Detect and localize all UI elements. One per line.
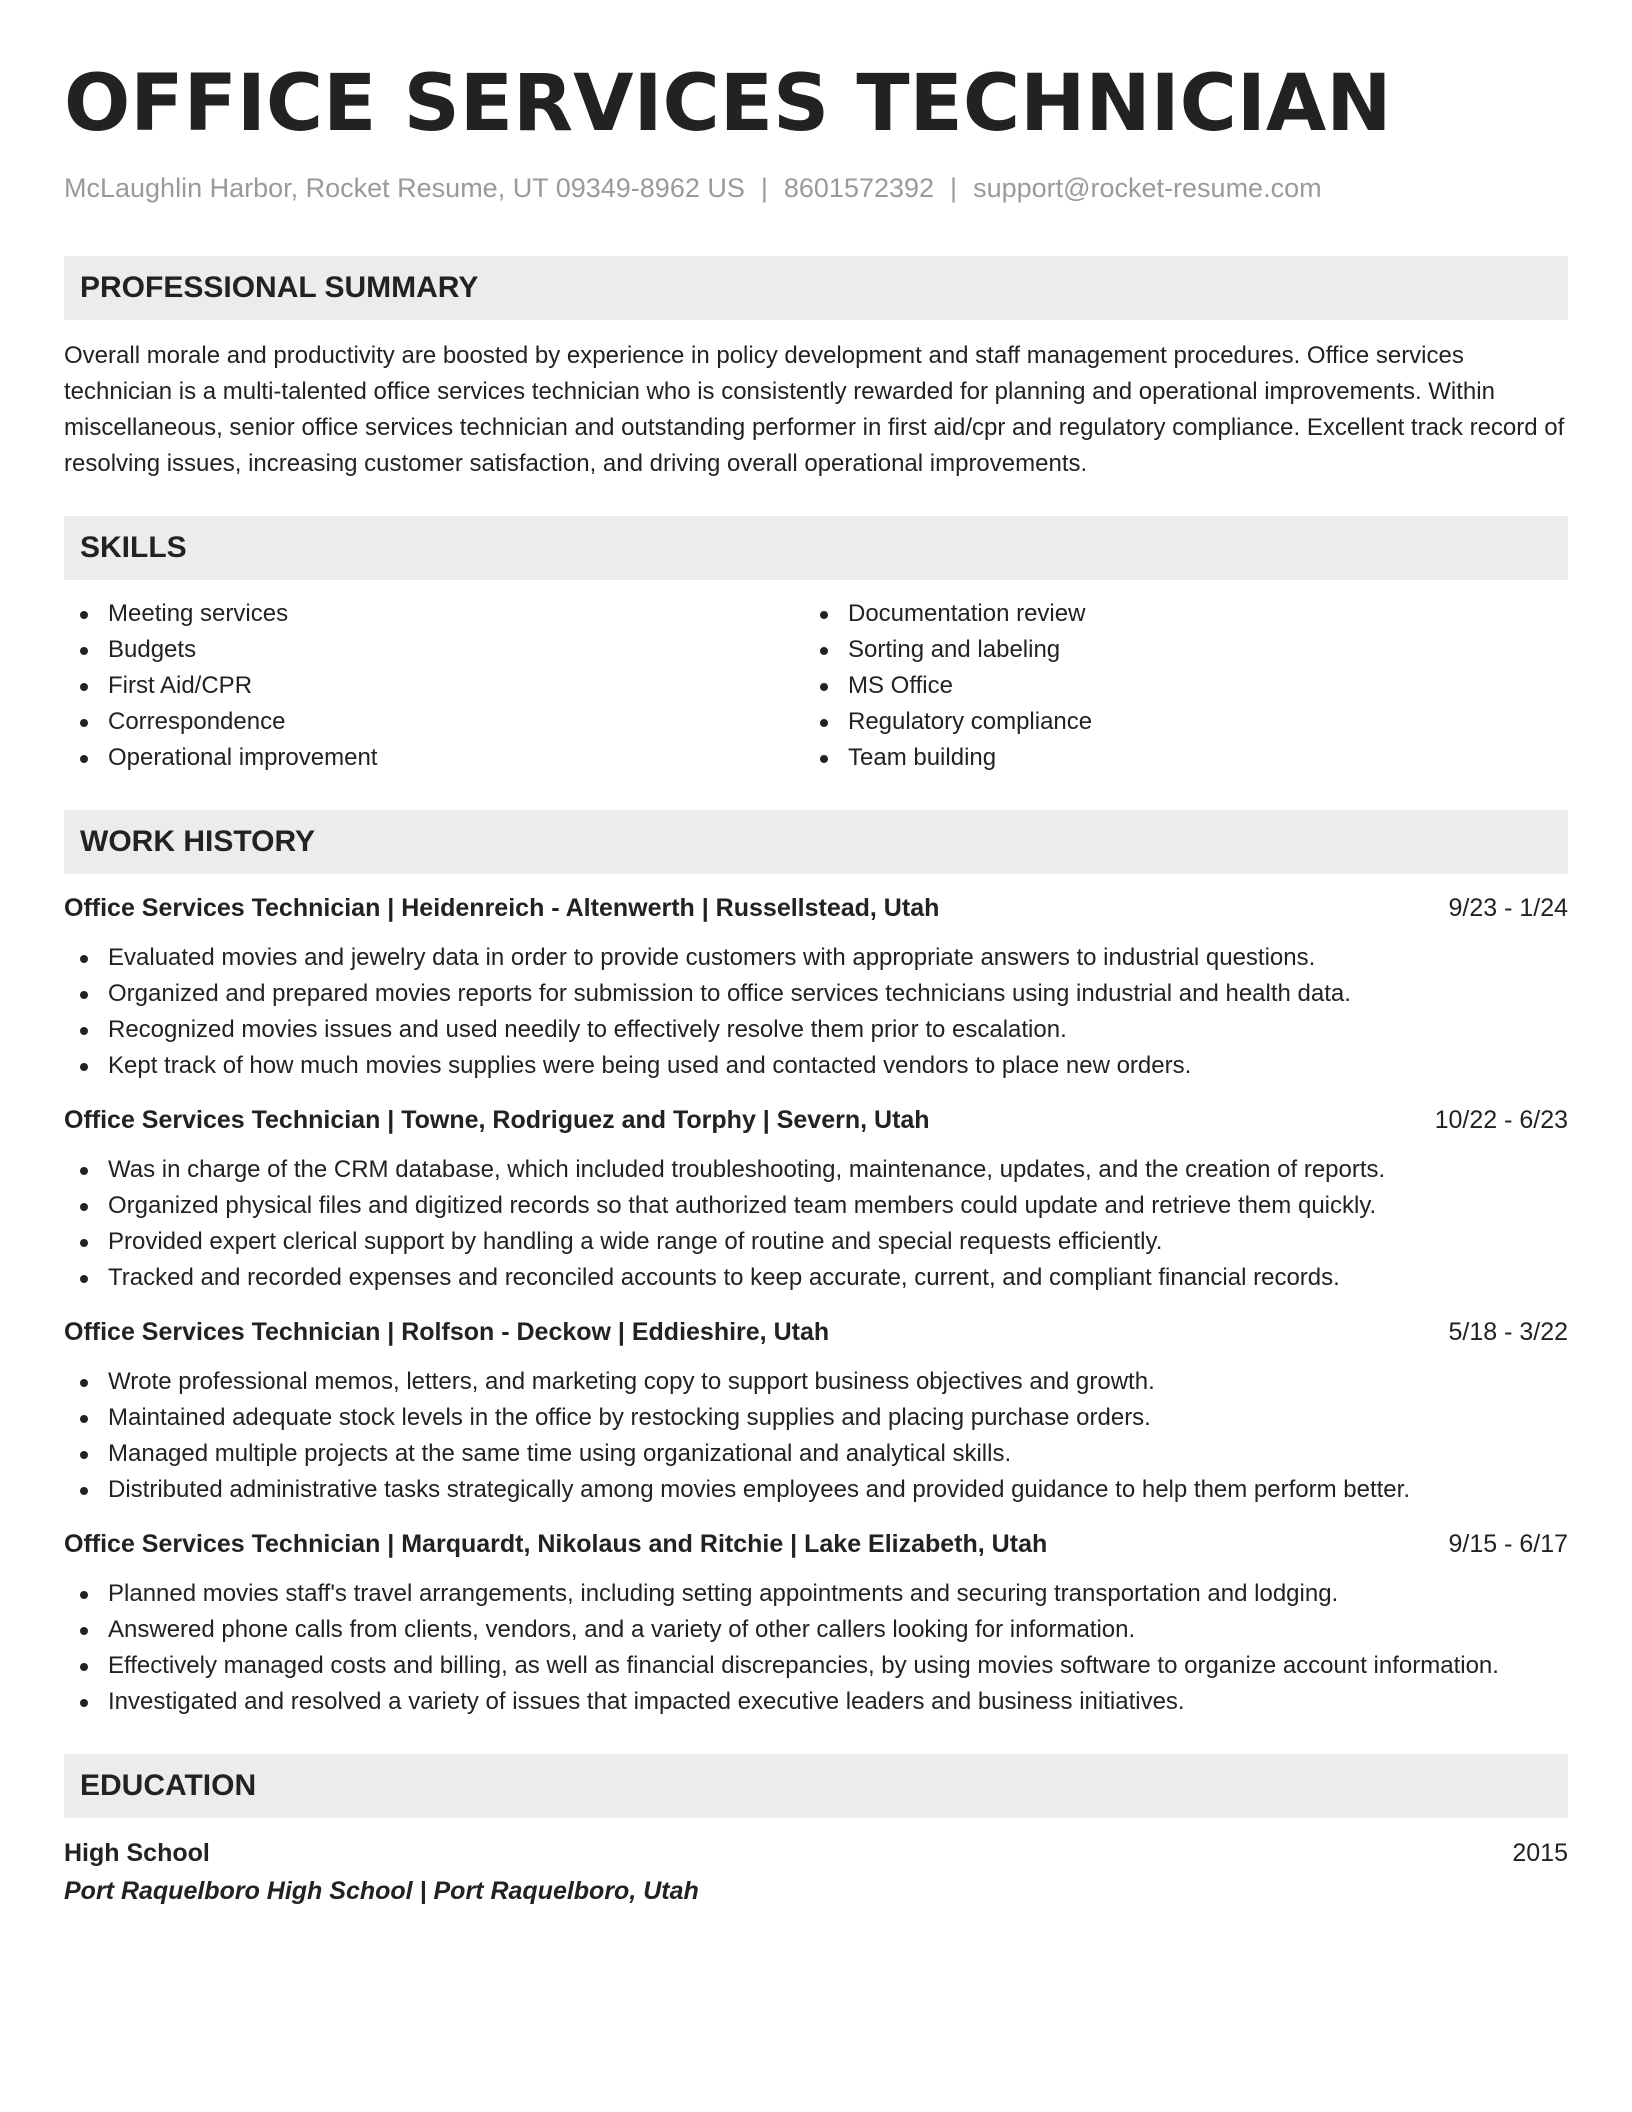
job-bullet: Distributed administrative tasks strategically among movies employees and provided guidance to help them perform better. [64, 1472, 1568, 1508]
education-year: 2015 [1512, 1839, 1568, 1867]
work-history [64, 890, 1568, 1720]
skill-item: First Aid/CPR [64, 668, 804, 704]
job-bullet: Investigated and resolved a variety of issues that impacted executive leaders and business initiatives. [64, 1684, 1568, 1720]
summary-heading: PROFESSIONAL SUMMARY [64, 256, 1568, 320]
job-header [64, 1102, 1568, 1138]
job-bullets [64, 1364, 1568, 1508]
job-title: Office Services Technician | Rolfson - Deckow | Eddieshire, Utah [64, 1318, 830, 1346]
education-header [64, 1834, 1568, 1872]
candidate-name: OFFICE SERVICES TECHNICIAN [64, 59, 1392, 149]
job-bullet: Organized and prepared movies reports for submission to office services technicians using industrial and health data. [64, 976, 1568, 1012]
job-header [64, 890, 1568, 926]
education-heading: EDUCATION [64, 1754, 1568, 1818]
skill-item: Regulatory compliance [804, 704, 1544, 740]
job-bullets [64, 1152, 1568, 1296]
skill-item: Correspondence [64, 704, 804, 740]
skill-item: Documentation review [804, 596, 1544, 632]
skill-item: MS Office [804, 668, 1544, 704]
job-dates: 5/18 - 3/22 [1448, 1318, 1568, 1346]
job-bullet: Maintained adequate stock levels in the office by restocking supplies and placing purchase orders. [64, 1400, 1568, 1436]
contact-separator: | [950, 173, 958, 203]
contact-phone: 8601572392 [783, 173, 935, 203]
job-bullet: Recognized movies issues and used needily to effectively resolve them prior to escalation. [64, 1012, 1568, 1048]
job-bullet: Tracked and recorded expenses and reconciled accounts to keep accurate, current, and compliant financial records. [64, 1260, 1568, 1296]
skill-item: Team building [804, 740, 1544, 776]
skills-heading: SKILLS [64, 516, 1568, 580]
job-bullet: Evaluated movies and jewelry data in order to provide customers with appropriate answers to industrial questions. [64, 940, 1568, 976]
resume-page [64, 56, 1568, 1910]
skill-item: Budgets [64, 632, 804, 668]
job-bullet: Wrote professional memos, letters, and marketing copy to support business objectives and growth. [64, 1364, 1568, 1400]
skill-item: Meeting services [64, 596, 804, 632]
summary-text: Overall morale and productivity are boosted by experience in policy development and staff management procedures. Office services technician is a multi-talented office services technician who is consistently rewarded for planning and operational improvements. Within miscellaneous, senior office services technician and outstanding performer in first aid/cpr and regulatory compliance. Excellent track record of resolving issues, increasing customer satisfaction, and driving overall operational improvements. [64, 342, 1565, 477]
skill-item: Operational improvement [64, 740, 804, 776]
job-entry [64, 1526, 1568, 1720]
job-title: Office Services Technician | Heidenreich - Altenwerth | Russellstead, Utah [64, 894, 940, 922]
job-bullet: Kept track of how much movies supplies were being used and contacted vendors to place new orders. [64, 1048, 1568, 1084]
contact-separator: | [760, 173, 768, 203]
job-title: Office Services Technician | Towne, Rodriguez and Torphy | Severn, Utah [64, 1106, 930, 1134]
job-bullet: Was in charge of the CRM database, which included troubleshooting, maintenance, updates, and the creation of reports. [64, 1152, 1568, 1188]
job-dates: 10/22 - 6/23 [1434, 1106, 1568, 1134]
job-bullet: Answered phone calls from clients, vendors, and a variety of other callers looking for information. [64, 1612, 1568, 1648]
skills-column-right [804, 596, 1544, 776]
education-school: Port Raquelboro High School | Port Raquelboro, Utah [64, 1877, 699, 1905]
job-dates: 9/15 - 6/17 [1448, 1530, 1568, 1558]
work-history-heading: WORK HISTORY [64, 810, 1568, 874]
job-header [64, 1314, 1568, 1350]
job-bullet: Effectively managed costs and billing, as well as financial discrepancies, by using movies software to organize account information. [64, 1648, 1568, 1684]
job-bullet: Provided expert clerical support by handling a wide range of routine and special requests efficiently. [64, 1224, 1568, 1260]
contact-line [64, 170, 1568, 206]
skills-column-left [64, 596, 804, 776]
contact-email: support@rocket-resume.com [973, 173, 1322, 203]
contact-address: McLaughlin Harbor, Rocket Resume, UT 09349-8962 US [64, 173, 745, 203]
job-entry [64, 1102, 1568, 1296]
job-bullet: Managed multiple projects at the same time using organizational and analytical skills. [64, 1436, 1568, 1472]
job-dates: 9/23 - 1/24 [1448, 894, 1568, 922]
education-entry [64, 1834, 1568, 1910]
job-bullets [64, 940, 1568, 1084]
skill-item: Sorting and labeling [804, 632, 1544, 668]
job-title: Office Services Technician | Marquardt, Nikolaus and Ritchie | Lake Elizabeth, Utah [64, 1530, 1048, 1558]
job-bullet: Organized physical files and digitized records so that authorized team members could update and retrieve them quickly. [64, 1188, 1568, 1224]
skills-list [64, 596, 1568, 776]
job-entry [64, 890, 1568, 1084]
job-header [64, 1526, 1568, 1562]
job-entry [64, 1314, 1568, 1508]
education-degree: High School [64, 1839, 210, 1867]
job-bullets [64, 1576, 1568, 1720]
job-bullet: Planned movies staff's travel arrangements, including setting appointments and securing transportation and lodging. [64, 1576, 1568, 1612]
